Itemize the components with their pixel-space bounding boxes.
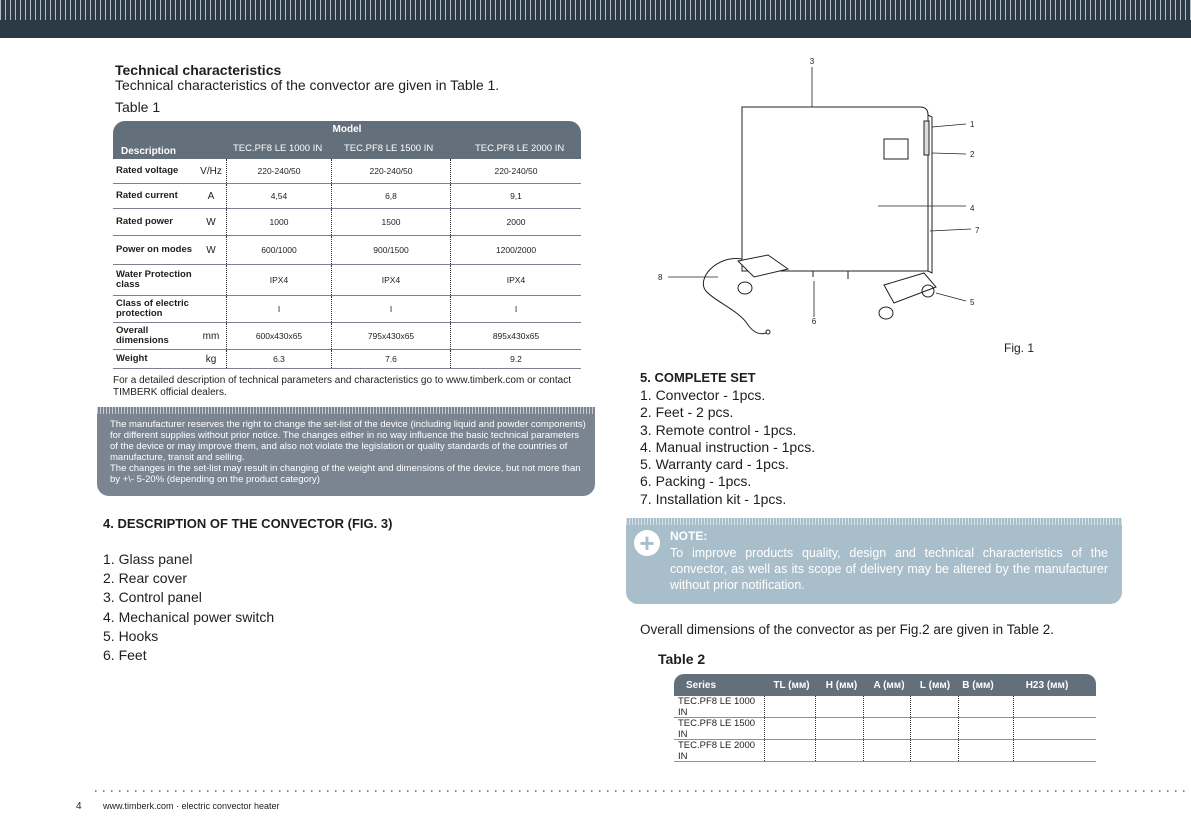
row-unit: kg xyxy=(196,350,227,368)
model-header: Model xyxy=(332,124,362,135)
note-text: To improve products quality, design and technical characteristics of the convector, as well as its scope of delivery may be altered by the manufacturer without prior notification. xyxy=(670,546,1108,592)
row-label: Power on modes xyxy=(116,244,193,255)
row-label: Rated current xyxy=(116,190,178,201)
manufacturer-notice-box xyxy=(97,407,595,496)
footer-divider xyxy=(95,790,1191,792)
row-label: Overall dimensions xyxy=(116,325,169,346)
callout-3: 3 xyxy=(809,57,815,66)
table-row xyxy=(113,236,581,265)
col-a: A (мм) xyxy=(873,679,905,691)
table-row xyxy=(674,718,1096,740)
row-value-3: 220-240/50 xyxy=(494,166,538,176)
complete-set-list xyxy=(640,387,815,508)
list-item: 2. Feet - 2 pcs. xyxy=(640,404,734,421)
row-unit xyxy=(196,296,227,322)
callout-4: 4 xyxy=(970,204,975,213)
callout-2: 2 xyxy=(970,150,975,159)
row-value-2: 220-240/50 xyxy=(332,159,451,183)
table-row xyxy=(113,323,581,350)
dimensions-table xyxy=(674,674,1096,762)
dimensions-table-header xyxy=(674,674,1096,696)
row-value-1: IPX4 xyxy=(227,265,332,295)
model-3-header: TEC.PF8 LE 2000 IN xyxy=(475,143,565,154)
table-row xyxy=(674,696,1096,718)
table2-label: Table 2 xyxy=(658,651,706,667)
col-l: L (мм) xyxy=(919,679,951,691)
row-label: Class of electric protection xyxy=(116,298,189,319)
callout-6: 6 xyxy=(811,317,817,326)
table1-label: Table 1 xyxy=(115,99,161,115)
table-row xyxy=(113,159,581,184)
list-item: 5. Hooks xyxy=(103,627,159,644)
row-unit: V/Hz xyxy=(196,159,227,183)
row-label: Water Protection class xyxy=(116,269,192,290)
page-number: 4 xyxy=(76,801,82,812)
b-cell xyxy=(959,696,1014,717)
list-item: 4. Mechanical power switch xyxy=(103,608,275,625)
row-value-1: 600x430x65 xyxy=(227,323,332,349)
callout-7: 7 xyxy=(975,226,980,235)
row-value-1: 4,54 xyxy=(227,184,332,208)
tech-table-header xyxy=(113,121,581,159)
row-value-3: 9.2 xyxy=(510,354,522,364)
note-stripes xyxy=(626,518,1122,525)
table-row xyxy=(674,740,1096,762)
convector-drawing xyxy=(703,107,936,334)
row-value-2: 900/1500 xyxy=(332,236,451,264)
description-heading: 4. DESCRIPTION OF THE CONVECTOR (FIG. 3) xyxy=(103,516,393,531)
row-value-3: IPX4 xyxy=(506,275,526,285)
top-banner xyxy=(0,0,1191,38)
col-tl: TL (мм) xyxy=(773,679,810,691)
figure-caption: Fig. 1 xyxy=(1004,341,1035,355)
notice-text xyxy=(110,419,588,485)
tl-cell xyxy=(765,740,816,761)
row-value-2: 6,8 xyxy=(332,184,451,208)
note-box xyxy=(626,518,1122,604)
list-item: 6. Feet xyxy=(103,647,147,664)
h23-cell xyxy=(1014,718,1096,739)
h23-cell xyxy=(1014,740,1096,761)
col-h: H (мм) xyxy=(825,679,858,691)
b-cell xyxy=(959,718,1014,739)
row-unit: W xyxy=(196,209,227,235)
row-unit: mm xyxy=(196,323,227,349)
a-cell xyxy=(864,696,911,717)
col-h23: H23 (мм) xyxy=(1025,679,1069,691)
h-cell xyxy=(816,740,863,761)
row-value-1: 1000 xyxy=(227,209,332,235)
h-cell xyxy=(816,718,863,739)
row-label: Rated voltage xyxy=(116,165,179,176)
row-value-1: 600/1000 xyxy=(227,236,332,264)
list-item: 5. Warranty card - 1pcs. xyxy=(640,456,789,473)
tl-cell xyxy=(765,718,816,739)
row-value-3: I xyxy=(514,304,518,314)
callout-1: 1 xyxy=(970,120,975,129)
description-header: Description xyxy=(121,146,177,157)
row-value-1: I xyxy=(227,296,332,322)
col-series: Series xyxy=(686,679,717,691)
row-value-3: 2000 xyxy=(506,217,526,227)
table-row xyxy=(113,350,581,369)
table-row xyxy=(113,296,581,323)
description-list xyxy=(103,550,274,665)
row-value-1: 220-240/50 xyxy=(227,159,332,183)
a-cell xyxy=(864,718,911,739)
table-row xyxy=(113,265,581,296)
detail-note: For a detailed description of technical parameters and characteristics go to www.timberk.com or contact TIMBERK official dealers. xyxy=(113,375,571,398)
h-cell xyxy=(816,696,863,717)
notice-stripes xyxy=(97,407,595,414)
table-row xyxy=(113,209,581,236)
a-cell xyxy=(864,740,911,761)
notice-line-2: The changes in the set-list may result in changing of the weight and dimensions of the device, but not more than by +\- 5-20% (depending on the product category) xyxy=(110,463,581,485)
note-title: NOTE: xyxy=(670,529,708,543)
row-value-3: 9,1 xyxy=(510,191,522,201)
notice-line-1: The manufacturer reserves the right to change the set-list of the device (including liquid and powder components) for different supplies without prior notice. The changes either in no way influence the basic technical parameters of the device or may improve them, and also not violate the legislation or quality standards of the countries of manufacture, transit and selling. xyxy=(110,419,586,463)
row-value-2: 795x430x65 xyxy=(332,323,451,349)
list-item: 1. Convector - 1pcs. xyxy=(640,387,766,403)
series-cell: TEC.PF8 LE 1000 IN xyxy=(674,696,765,717)
list-item: 4. Manual instruction - 1pcs. xyxy=(640,438,816,455)
tech-heading: Technical characteristics xyxy=(115,62,282,78)
row-unit xyxy=(196,265,227,295)
tl-cell xyxy=(765,696,816,717)
list-item: 1. Glass panel xyxy=(103,551,193,567)
list-item: 3. Remote control - 1pcs. xyxy=(640,421,797,438)
callout-5: 5 xyxy=(970,298,975,307)
row-unit: W xyxy=(196,236,227,264)
series-cell: TEC.PF8 LE 2000 IN xyxy=(674,740,765,761)
row-value-2: 1500 xyxy=(332,209,451,235)
banner-stripes xyxy=(0,0,1191,20)
row-value-3: 1200/2000 xyxy=(495,245,537,255)
tech-table xyxy=(113,121,581,369)
l-cell xyxy=(911,696,958,717)
model-1-header: TEC.PF8 LE 1000 IN xyxy=(233,143,323,154)
overall-dimensions-text: Overall dimensions of the convector as per Fig.2 are given in Table 2. xyxy=(640,622,1054,637)
row-value-2: I xyxy=(332,296,451,322)
tech-intro: Technical characteristics of the convector are given in Table 1. xyxy=(115,77,500,93)
complete-set-heading: 5. COMPLETE SET xyxy=(640,370,756,385)
convector-figure xyxy=(648,55,1088,355)
row-unit: A xyxy=(196,184,227,208)
model-2-header: TEC.PF8 LE 1500 IN xyxy=(344,143,434,154)
plus-icon: + xyxy=(634,530,660,556)
h23-cell xyxy=(1014,696,1096,717)
series-cell: TEC.PF8 LE 1500 IN xyxy=(674,718,765,739)
row-label: Rated power xyxy=(116,216,174,227)
footer-text: www.timberk.com · electric convector heater xyxy=(103,801,280,811)
row-label: Weight xyxy=(116,353,148,364)
table-row xyxy=(113,184,581,209)
list-item: 3. Control panel xyxy=(103,589,202,606)
row-value-1: 6.3 xyxy=(227,350,332,368)
b-cell xyxy=(959,740,1014,761)
list-item: 7. Installation kit - 1pcs. xyxy=(640,490,787,507)
row-value-2: 7.6 xyxy=(332,350,451,368)
callout-8: 8 xyxy=(658,273,663,282)
row-value-3: 895x430x65 xyxy=(492,331,540,341)
list-item: 6. Packing - 1pcs. xyxy=(640,473,752,490)
row-value-2: IPX4 xyxy=(332,265,451,295)
list-item: 2. Rear cover xyxy=(103,570,188,587)
l-cell xyxy=(911,740,958,761)
l-cell xyxy=(911,718,958,739)
col-b: B (мм) xyxy=(962,679,994,691)
